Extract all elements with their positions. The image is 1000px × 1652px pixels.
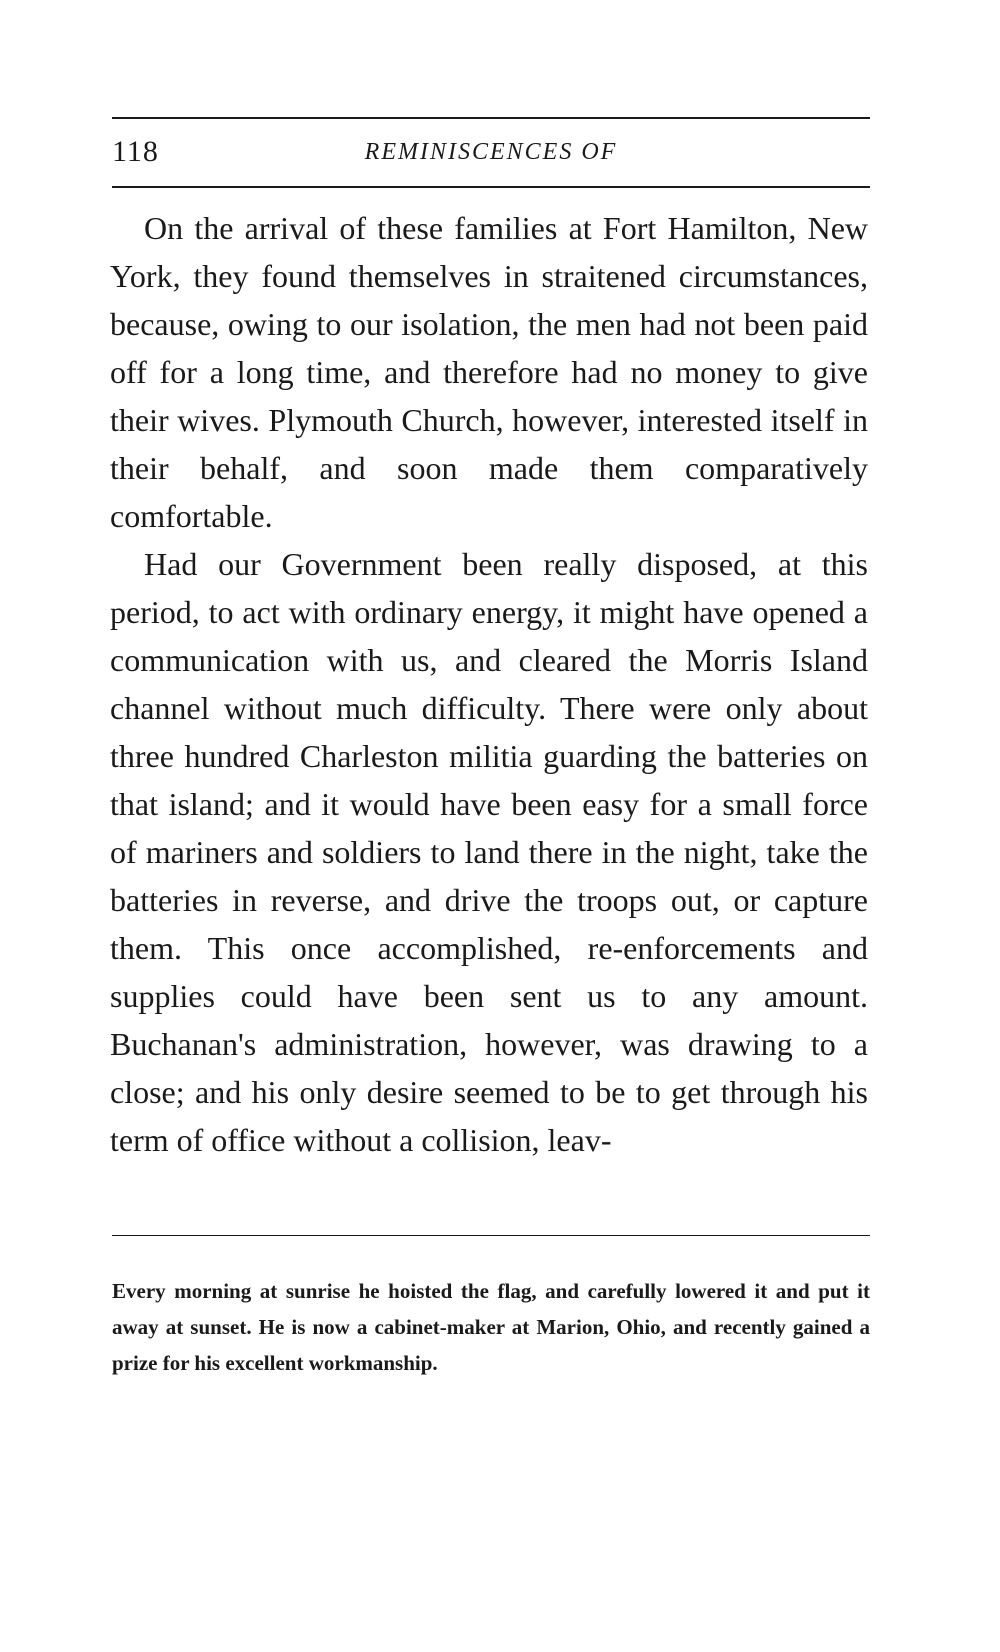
page-number: 118 [112, 135, 159, 168]
header-rule [112, 186, 870, 188]
footnote: Every morning at sunrise he hoisted the flag, and carefully lowered it and put it away at sunset. He is now a cabinet-maker at Marion, Ohio, and recently gained a prize for his excellent workmanship. [112, 1279, 870, 1375]
top-rule [112, 117, 870, 119]
paragraph-1: On the arrival of these families at Fort Hamilton, New York, they found themselves in straitened circumstances, because, owing to our isolation, the men had not been paid off for a long time, and therefore had no money to give their wives. Plymouth Church, however, interested itself in their behalf, and soon made them comparatively comfortable. [110, 210, 868, 534]
running-title: REMINISCENCES OF [364, 139, 618, 165]
running-head [112, 134, 870, 174]
paragraph-2: Had our Government been really disposed, at this period, to act with ordinary energy, it might have opened a communication with us, and cleared the Morris Island channel without much difficulty. There were only about three hundred Charleston militia guarding the batteries on that island; and it would have been easy for a small force of mariners and soldiers to land there in the night, take the batteries in reverse, and drive the troops out, or capture them. This once accomplished, re-enforcements and supplies could have been sent us to any amount. Buchanan's administration, however, was drawing to a close; and his only desire seemed to be to get through his term of office without a collision, leav- [110, 546, 868, 1158]
footnote-rule [112, 1235, 870, 1236]
body-text [110, 204, 868, 1164]
